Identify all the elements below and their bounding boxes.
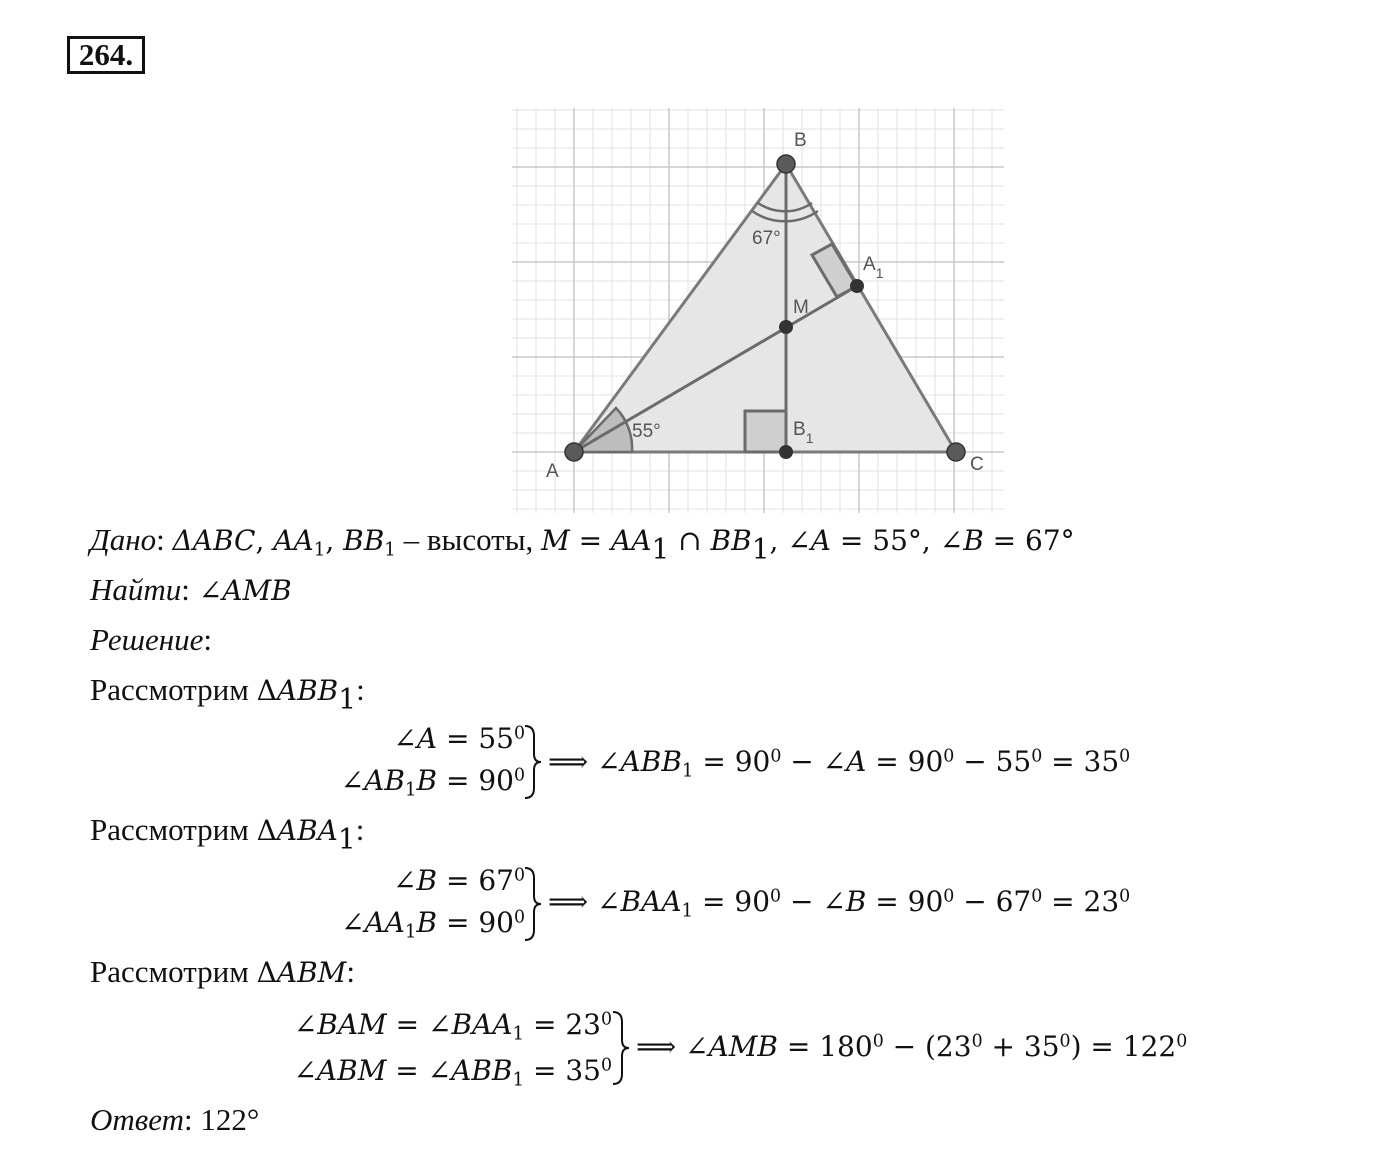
label-m: M [793, 297, 809, 318]
point-a1 [850, 279, 864, 293]
step3-eq2: ∠ABM = $\angle ABB_1 = 35^0$ [293, 1054, 612, 1091]
right-angle-b1 [745, 411, 786, 452]
step3-consider: Рассмотрим ΔABM: [90, 954, 355, 989]
step3-system [240, 1002, 612, 1092]
step1-consider: Рассмотрим $\Delta ABB_1$: [90, 672, 365, 716]
brace-2 [522, 866, 544, 942]
label-a: A [546, 461, 559, 482]
step1-system [300, 718, 525, 802]
answer-line: Ответ: 122° [90, 1102, 260, 1137]
solution-line: Решение: [90, 622, 212, 657]
brace-3 [610, 1010, 632, 1086]
point-m [779, 320, 793, 334]
brace-1 [522, 724, 544, 800]
step1-eq2: $\angle AB_1B = 90^0$ [340, 764, 525, 801]
step2-consider: Рассмотрим $\Delta ABA_1$: [90, 812, 365, 856]
find-label: Найти [90, 572, 182, 607]
label-a1: $A_1$ [863, 254, 884, 281]
given-label: Дано [90, 522, 157, 557]
label-angle-a: 55° [632, 421, 661, 442]
step1-eq1: ∠A = $55^0$ [393, 722, 525, 755]
answer-value: 122° [192, 1102, 260, 1137]
triangle-figure [512, 108, 1004, 513]
step2-eq1: ∠B = $67^0$ [393, 864, 525, 897]
point-c [947, 443, 965, 461]
step2-system [300, 860, 525, 944]
given-text: – высоты, [395, 522, 542, 557]
label-c: C [970, 454, 984, 475]
label-b: B [794, 130, 807, 151]
step3-result: ⟹ ∠AMB = $180^0 - (23^0 + 35^0) = 122^0$ [636, 1030, 1188, 1063]
answer-label: Ответ [90, 1102, 184, 1137]
step2-eq2: $\angle AA_1B = 90^0$ [340, 906, 525, 943]
label-b1: $B_1$ [793, 419, 814, 446]
given-line: Дано: ΔABC, $AA_1$, $BB_1$ – высоты, $M = AA_1$ ∩ $BB_1$, ∠A = 55°, ∠B = 67° [90, 522, 1075, 566]
step3-eq1: ∠BAM = $\angle BAA_1 = 23^0$ [293, 1008, 612, 1045]
point-a [565, 443, 583, 461]
step1-result: ⟹ $\angle ABB_1 = 90^0$ − ∠A = $90^0 - 55^0 = 35^0$ [548, 745, 1131, 782]
point-b1 [779, 445, 793, 459]
problem-number: 264. [67, 36, 145, 74]
solution-label: Решение [90, 622, 204, 657]
find-line: Найти: ∠AMB [90, 572, 292, 607]
label-angle-b: 67° [752, 228, 781, 249]
point-b [777, 155, 795, 173]
step2-result: ⟹ $\angle BAA_1 = 90^0$ − ∠B = $90^0 - 67^0 = 23^0$ [548, 885, 1131, 922]
